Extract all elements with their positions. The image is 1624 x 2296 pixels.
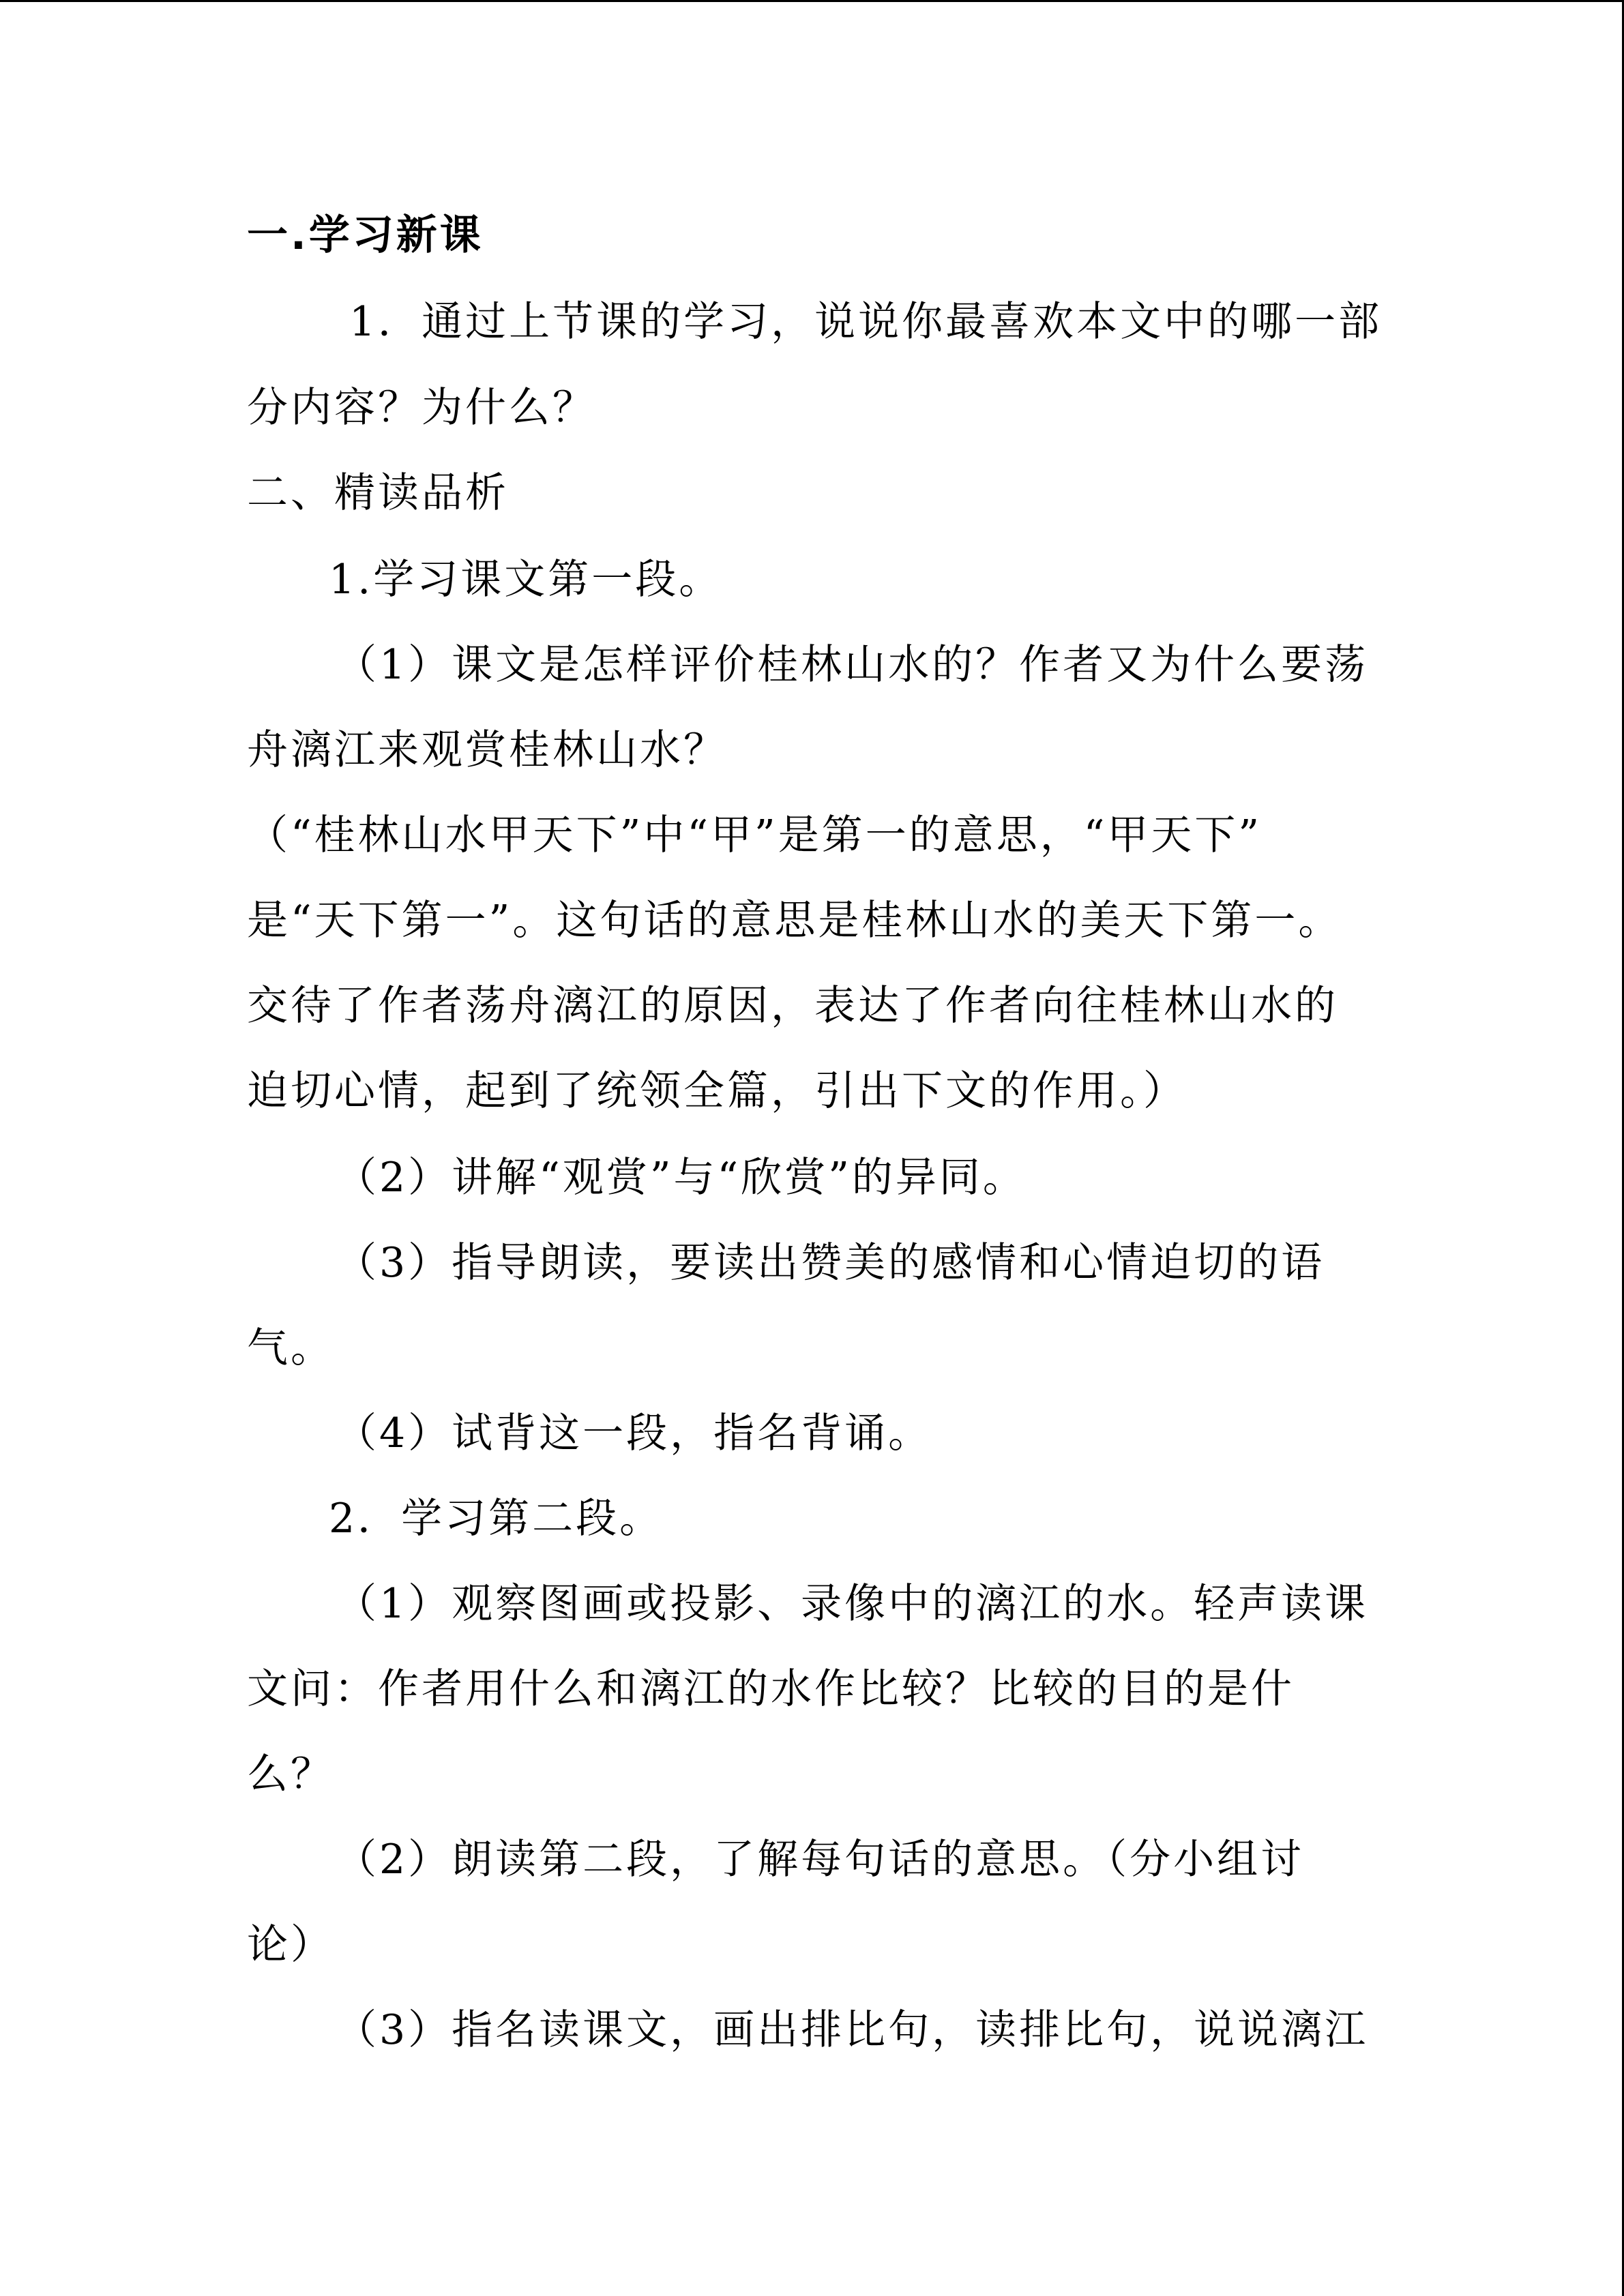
text-line: （3）指导朗读，要读出赞美的感情和心情迫切的语 [336, 1239, 1325, 1287]
text-line: （4）试背这一段，指名背诵。 [336, 1410, 932, 1457]
section-heading-learn-new-lesson: 一.学习新课 [247, 211, 484, 259]
section-heading-close-reading: 二、精读品析 [247, 469, 509, 517]
text-line: 么？ [247, 1750, 334, 1798]
text-line: 交待了作者荡舟漓江的原因，表达了作者向往桂林山水的 [247, 982, 1338, 1030]
text-line: 舟漓江来观赏桂林山水？ [247, 726, 727, 774]
text-line: 1.学习课文第一段。 [329, 556, 723, 603]
text-line: 论） [247, 1921, 334, 1969]
text-line: （1）课文是怎样评价桂林山水的？作者又为什么要荡 [336, 641, 1369, 689]
text-line: 2．学习第二段。 [329, 1495, 664, 1542]
text-line: （3）指名读课文，画出排比句，读排比句，说说漓江 [336, 2006, 1369, 2054]
text-line: 气。 [247, 1324, 334, 1372]
text-line: 文问：作者用什么和漓江的水作比较？比较的目的是什 [247, 1665, 1295, 1713]
text-line: 是“天下第一”。这句话的意思是桂林山水的美天下第一。 [247, 897, 1342, 944]
text-line: （2）朗读第二段，了解每句话的意思。（分小组讨 [336, 1836, 1305, 1883]
page-top-border [0, 0, 1624, 2]
text-line: 分内容？为什么？ [247, 384, 596, 432]
text-line: （1）观察图画或投影、录像中的漓江的水。轻声读课 [336, 1580, 1369, 1628]
text-line: 迫切心情，起到了统领全篇，引出下文的作用。） [247, 1067, 1187, 1115]
text-line: 1．通过上节课的学习，说说你最喜欢本文中的哪一部 [349, 298, 1383, 346]
text-line: （“桂林山水甲天下”中“甲”是第一的意思，“甲天下” [247, 811, 1263, 859]
text-line: （2）讲解“观赏”与“欣赏”的异同。 [336, 1154, 1027, 1202]
